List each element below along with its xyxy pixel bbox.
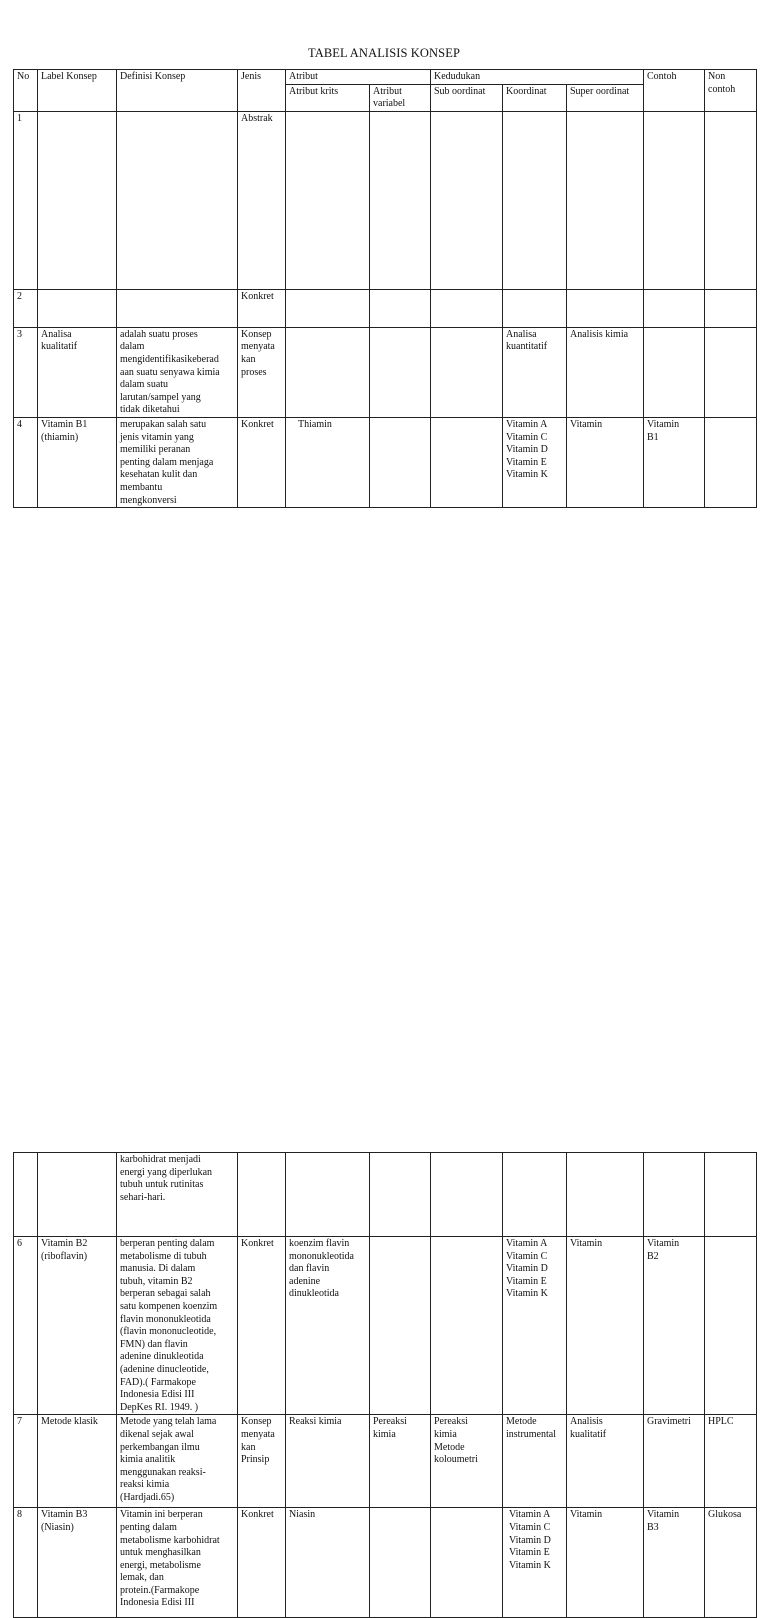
cell-super-oordinat bbox=[567, 111, 644, 289]
cell-jenis bbox=[238, 1237, 286, 1415]
header-non-contoh bbox=[705, 70, 757, 112]
cell-text-line: dalam bbox=[120, 341, 145, 353]
cell-text-line: FAD).( Farmakope bbox=[120, 1376, 196, 1388]
cell-text-line: Thiamin bbox=[298, 418, 332, 430]
cell-text-line: larutan/sampel yang bbox=[120, 391, 201, 403]
cell-super-oordinat bbox=[567, 1237, 644, 1415]
header-atribut: Atribut bbox=[286, 70, 431, 85]
cell-super-oordinat bbox=[567, 1508, 644, 1618]
cell-text-line: Vitamin D bbox=[506, 444, 548, 456]
cell-text-line: Gravimetri bbox=[647, 1416, 691, 1428]
cell-text-line: kan bbox=[241, 353, 256, 365]
cell-contoh bbox=[644, 1508, 705, 1618]
cell-atribut-variabel bbox=[370, 1415, 431, 1508]
cell-non-contoh bbox=[705, 1415, 757, 1508]
cell-text-line: kesehatan kulit dan bbox=[120, 469, 198, 481]
cell-no: 2 bbox=[14, 289, 38, 327]
cell-koordinat bbox=[503, 1415, 567, 1508]
cell-text-line: dinukleotida bbox=[289, 1288, 339, 1300]
cell-definisi-konsep bbox=[117, 327, 238, 417]
cell-text-line: Vitamin bbox=[570, 418, 603, 430]
cell-atribut-krits bbox=[286, 1415, 370, 1508]
cell-text-line: metabolisme karbohidrat bbox=[120, 1534, 220, 1546]
cell-label-konsep bbox=[38, 1415, 117, 1508]
header-atribut-variabel bbox=[370, 84, 431, 111]
table-row bbox=[14, 1153, 757, 1237]
cell-atribut-krits bbox=[286, 111, 370, 289]
table-row bbox=[14, 111, 757, 289]
cell-text-line: Metode bbox=[506, 1416, 537, 1428]
cell-atribut-variabel bbox=[370, 417, 431, 507]
cell-koordinat bbox=[503, 1153, 567, 1237]
cell-text-line: Vitamin K bbox=[506, 1288, 548, 1300]
cell-non-contoh bbox=[705, 1153, 757, 1237]
cell-text-line: kan bbox=[241, 1441, 256, 1453]
cell-contoh bbox=[644, 417, 705, 507]
cell-text-line: Vitamin bbox=[647, 418, 680, 430]
cell-atribut-variabel bbox=[370, 111, 431, 289]
cell-contoh bbox=[644, 289, 705, 327]
cell-jenis bbox=[238, 1415, 286, 1508]
cell-atribut-krits bbox=[286, 1508, 370, 1618]
cell-text-line: Vitamin bbox=[647, 1509, 680, 1521]
cell-text-line: kualitatif bbox=[570, 1428, 607, 1440]
table-row bbox=[14, 1237, 757, 1415]
cell-text-line: Metode bbox=[434, 1441, 465, 1453]
cell-text-line: penting dalam menjaga bbox=[120, 456, 214, 468]
cell-text-line: Vitamin B3 bbox=[41, 1509, 88, 1521]
cell-text-line: Reaksi kimia bbox=[289, 1416, 342, 1428]
header-no: No bbox=[14, 70, 38, 112]
cell-text-line: DepKes RI. 1949. ) bbox=[120, 1401, 199, 1413]
cell-text-line: merupakan salah satu bbox=[120, 418, 207, 430]
header-definisi-konsep: Definisi Konsep bbox=[117, 70, 238, 112]
table-row bbox=[14, 417, 757, 507]
cell-text-line: Vitamin ini berperan bbox=[120, 1509, 203, 1521]
cell-label-konsep bbox=[38, 1237, 117, 1415]
cell-text-line: Abstrak bbox=[241, 112, 273, 124]
cell-no: 7 bbox=[14, 1415, 38, 1508]
cell-text-line: kualitatif bbox=[41, 341, 78, 353]
cell-contoh bbox=[644, 1153, 705, 1237]
cell-text-line: B3 bbox=[647, 1521, 659, 1533]
cell-label-konsep bbox=[38, 1153, 117, 1237]
cell-atribut-krits bbox=[286, 289, 370, 327]
cell-atribut-variabel bbox=[370, 1237, 431, 1415]
cell-text-line: adalah suatu proses bbox=[120, 328, 198, 340]
cell-text-line: protein.(Farmakope bbox=[120, 1584, 200, 1596]
cell-text-line: FMN) dan flavin bbox=[120, 1338, 188, 1350]
cell-text-line: lemak, dan bbox=[120, 1572, 164, 1584]
cell-text-line: mengkonversi bbox=[120, 494, 177, 506]
cell-text-line: Vitamin A bbox=[506, 418, 548, 430]
cell-text-line: (Hardjadi.65) bbox=[120, 1491, 175, 1503]
cell-jenis bbox=[238, 1153, 286, 1237]
cell-text-line: Vitamin A bbox=[509, 1509, 551, 1521]
cell-text-line: Vitamin D bbox=[509, 1534, 551, 1546]
cell-text-line: sehari-hari. bbox=[120, 1191, 166, 1203]
cell-text-line: Vitamin K bbox=[506, 469, 548, 481]
header-atribut-krits: Atribut krits bbox=[286, 84, 370, 111]
cell-sub-oordinat bbox=[431, 1153, 503, 1237]
cell-text-line: adenine dinukleotida bbox=[120, 1351, 204, 1363]
header-jenis: Jenis bbox=[238, 70, 286, 112]
cell-non-contoh bbox=[705, 327, 757, 417]
cell-text-line: (flavin mononucleotide, bbox=[120, 1326, 217, 1338]
header-contoh: Contoh bbox=[644, 70, 705, 112]
cell-text-line: membantu bbox=[120, 481, 163, 493]
header-atribut-variabel-line: Atribut bbox=[373, 85, 402, 97]
cell-text-line: kimia bbox=[434, 1428, 457, 1440]
cell-jenis bbox=[238, 289, 286, 327]
cell-text-line: dalam suatu bbox=[120, 379, 169, 391]
cell-text-line: perkembangan ilmu bbox=[120, 1441, 200, 1453]
cell-definisi-konsep bbox=[117, 1153, 238, 1237]
cell-non-contoh bbox=[705, 1237, 757, 1415]
table-row bbox=[14, 327, 757, 417]
cell-label-konsep bbox=[38, 1508, 117, 1618]
cell-atribut-variabel bbox=[370, 1153, 431, 1237]
cell-text-line: Niasin bbox=[289, 1509, 316, 1521]
cell-sub-oordinat bbox=[431, 111, 503, 289]
cell-koordinat bbox=[503, 1237, 567, 1415]
cell-text-line: untuk menghasilkan bbox=[120, 1547, 201, 1559]
cell-text-line: B1 bbox=[647, 431, 659, 443]
cell-koordinat bbox=[503, 289, 567, 327]
cell-text-line: Vitamin B1 bbox=[41, 418, 88, 430]
cell-label-konsep bbox=[38, 111, 117, 289]
cell-koordinat bbox=[503, 1508, 567, 1618]
cell-no: 8 bbox=[14, 1508, 38, 1618]
cell-text-line: Vitamin E bbox=[506, 456, 547, 468]
cell-no: 6 bbox=[14, 1237, 38, 1415]
cell-text-line: Vitamin D bbox=[506, 1263, 548, 1275]
document-title: TABEL ANALISIS KONSEP bbox=[307, 46, 461, 60]
cell-text-line: proses bbox=[241, 366, 267, 378]
cell-text-line: Konsep bbox=[241, 328, 272, 340]
header-kedudukan: Kedudukan bbox=[431, 70, 644, 85]
page2-region bbox=[0, 576, 768, 1609]
cell-text-line: Vitamin bbox=[647, 1238, 680, 1249]
cell-text-line: adenine bbox=[289, 1275, 321, 1287]
cell-koordinat bbox=[503, 417, 567, 507]
cell-text-line: (riboflavin) bbox=[41, 1250, 88, 1262]
cell-text-line: Vitamin A bbox=[506, 1238, 548, 1249]
cell-text-line: tubuh untuk rutinitas bbox=[120, 1179, 204, 1191]
cell-text-line: mononukleotida bbox=[289, 1250, 354, 1262]
cell-super-oordinat bbox=[567, 289, 644, 327]
cell-text-line: manusia. Di dalam bbox=[120, 1263, 196, 1275]
cell-text-line: koenzim flavin bbox=[289, 1238, 350, 1249]
header-non-contoh-line: Non bbox=[708, 71, 726, 82]
cell-contoh bbox=[644, 1237, 705, 1415]
cell-atribut-krits bbox=[286, 1237, 370, 1415]
cell-text-line: Konkret bbox=[241, 1238, 274, 1249]
cell-text-line: Vitamin B2 bbox=[41, 1238, 88, 1249]
cell-koordinat bbox=[503, 111, 567, 289]
cell-text-line: Indonesia Edisi III bbox=[120, 1597, 195, 1609]
cell-text-line: Vitamin bbox=[570, 1238, 603, 1249]
cell-text-line: Indonesia Edisi III bbox=[120, 1389, 195, 1401]
cell-text-line: Metode klasik bbox=[41, 1416, 98, 1428]
cell-text-line: Analisa bbox=[41, 328, 72, 340]
cell-atribut-variabel bbox=[370, 289, 431, 327]
cell-label-konsep bbox=[38, 327, 117, 417]
cell-text-line: Vitamin bbox=[570, 1509, 603, 1521]
cell-text-line: berperan penting dalam bbox=[120, 1238, 215, 1249]
cell-super-oordinat bbox=[567, 327, 644, 417]
cell-text-line: menyata bbox=[241, 341, 275, 353]
cell-non-contoh bbox=[705, 417, 757, 507]
cell-sub-oordinat bbox=[431, 417, 503, 507]
cell-text-line: Konkret bbox=[241, 1509, 274, 1521]
cell-text-line: Prinsip bbox=[241, 1454, 270, 1466]
cell-text-line: kimia bbox=[373, 1428, 396, 1440]
cell-atribut-variabel bbox=[370, 327, 431, 417]
cell-text-line: energi, metabolisme bbox=[120, 1559, 201, 1571]
cell-text-line: Metode yang telah lama bbox=[120, 1416, 217, 1428]
table-row bbox=[14, 289, 757, 327]
cell-sub-oordinat bbox=[431, 1237, 503, 1415]
cell-jenis bbox=[238, 327, 286, 417]
cell-jenis bbox=[238, 111, 286, 289]
cell-non-contoh bbox=[705, 111, 757, 289]
cell-text-line: berperan sebagai salah bbox=[120, 1288, 211, 1300]
cell-text-line: karbohidrat menjadi bbox=[120, 1154, 201, 1165]
cell-text-line: Konkret bbox=[241, 418, 274, 430]
cell-text-line: penting dalam bbox=[120, 1521, 177, 1533]
cell-no bbox=[14, 1153, 38, 1237]
cell-text-line: (adenine dinucleotide, bbox=[120, 1363, 209, 1375]
cell-text-line: koloumetri bbox=[434, 1454, 478, 1466]
cell-text-line: Vitamin E bbox=[509, 1547, 550, 1559]
cell-text-line: menyata bbox=[241, 1428, 275, 1440]
cell-text-line: kimia analitik bbox=[120, 1454, 176, 1466]
cell-text-line: Vitamin C bbox=[506, 431, 548, 443]
cell-text-line: Vitamin C bbox=[509, 1521, 551, 1533]
cell-super-oordinat bbox=[567, 417, 644, 507]
cell-text-line: Vitamin K bbox=[509, 1559, 551, 1571]
header-koordinat: Koordinat bbox=[503, 84, 567, 111]
cell-text-line: kuantitatif bbox=[506, 341, 548, 353]
cell-jenis bbox=[238, 1508, 286, 1618]
table-row bbox=[14, 1508, 757, 1618]
cell-sub-oordinat bbox=[431, 327, 503, 417]
cell-text-line: Glukosa bbox=[708, 1509, 742, 1521]
cell-text-line: dikenal sejak awal bbox=[120, 1428, 194, 1440]
header-sub-oordinat: Sub oordinat bbox=[431, 84, 503, 111]
cell-sub-oordinat bbox=[431, 1415, 503, 1508]
cell-text-line: energi yang diperlukan bbox=[120, 1166, 213, 1178]
cell-koordinat bbox=[503, 327, 567, 417]
cell-text-line: dan flavin bbox=[289, 1263, 330, 1275]
cell-label-konsep bbox=[38, 289, 117, 327]
cell-text-line: aan suatu senyawa kimia bbox=[120, 366, 220, 378]
cell-text-line: memiliki peranan bbox=[120, 444, 191, 456]
cell-text-line: flavin mononukleotida bbox=[120, 1313, 211, 1325]
cell-definisi-konsep bbox=[117, 289, 238, 327]
cell-text-line: Konsep bbox=[241, 1416, 272, 1428]
cell-super-oordinat bbox=[567, 1415, 644, 1508]
cell-text-line: (Niasin) bbox=[41, 1521, 74, 1533]
cell-atribut-krits bbox=[286, 1153, 370, 1237]
cell-non-contoh bbox=[705, 1508, 757, 1618]
header-atribut-variabel-line: variabel bbox=[373, 98, 406, 110]
cell-definisi-konsep bbox=[117, 1415, 238, 1508]
cell-text-line: Analisis bbox=[570, 1416, 603, 1428]
cell-text-line: Pereaksi bbox=[373, 1416, 407, 1428]
cell-definisi-konsep bbox=[117, 1508, 238, 1618]
cell-text-line: tubuh, vitamin B2 bbox=[120, 1275, 193, 1287]
cell-text-line: Pereaksi bbox=[434, 1416, 468, 1428]
cell-text-line: tidak diketahui bbox=[120, 404, 180, 416]
cell-text-line: B2 bbox=[647, 1250, 659, 1262]
header-non-contoh-line: contoh bbox=[708, 83, 736, 95]
cell-text-line: Vitamin E bbox=[506, 1275, 547, 1287]
cell-definisi-konsep bbox=[117, 417, 238, 507]
cell-text-line: Analisa bbox=[506, 328, 537, 340]
cell-text-line: reaksi kimia bbox=[120, 1479, 170, 1491]
cell-atribut-variabel bbox=[370, 1508, 431, 1618]
cell-atribut-krits bbox=[286, 327, 370, 417]
cell-contoh bbox=[644, 111, 705, 289]
cell-definisi-konsep bbox=[117, 111, 238, 289]
cell-text-line: metabolisme di tubuh bbox=[120, 1250, 207, 1262]
concept-analysis-table-page2 bbox=[13, 1152, 757, 1618]
cell-text-line: HPLC bbox=[708, 1416, 734, 1428]
header-label-konsep: Label Konsep bbox=[38, 70, 117, 112]
cell-sub-oordinat bbox=[431, 1508, 503, 1618]
cell-text-line: satu kompenen koenzim bbox=[120, 1300, 218, 1312]
cell-text-line: jenis vitamin yang bbox=[120, 431, 194, 443]
header-super-oordinat: Super oordinat bbox=[567, 84, 644, 111]
cell-no: 3 bbox=[14, 327, 38, 417]
cell-text-line: (thiamin) bbox=[41, 431, 79, 443]
cell-super-oordinat bbox=[567, 1153, 644, 1237]
cell-text-line: mengidentifikasikeberad bbox=[120, 353, 219, 365]
cell-text-line: menggunakan reaksi- bbox=[120, 1466, 206, 1478]
cell-no: 4 bbox=[14, 417, 38, 507]
cell-sub-oordinat bbox=[431, 289, 503, 327]
concept-analysis-table-page1 bbox=[13, 69, 757, 508]
cell-text-line: Konkret bbox=[241, 290, 274, 302]
table-row bbox=[14, 1415, 757, 1508]
cell-text-line: instrumental bbox=[506, 1428, 556, 1440]
cell-text-line: Analisis kimia bbox=[570, 328, 629, 340]
cell-atribut-krits bbox=[286, 417, 370, 507]
cell-jenis bbox=[238, 417, 286, 507]
cell-contoh bbox=[644, 327, 705, 417]
cell-text-line: Vitamin C bbox=[506, 1250, 548, 1262]
cell-label-konsep bbox=[38, 417, 117, 507]
cell-non-contoh bbox=[705, 289, 757, 327]
cell-contoh bbox=[644, 1415, 705, 1508]
cell-no: 1 bbox=[14, 111, 38, 289]
cell-definisi-konsep bbox=[117, 1237, 238, 1415]
